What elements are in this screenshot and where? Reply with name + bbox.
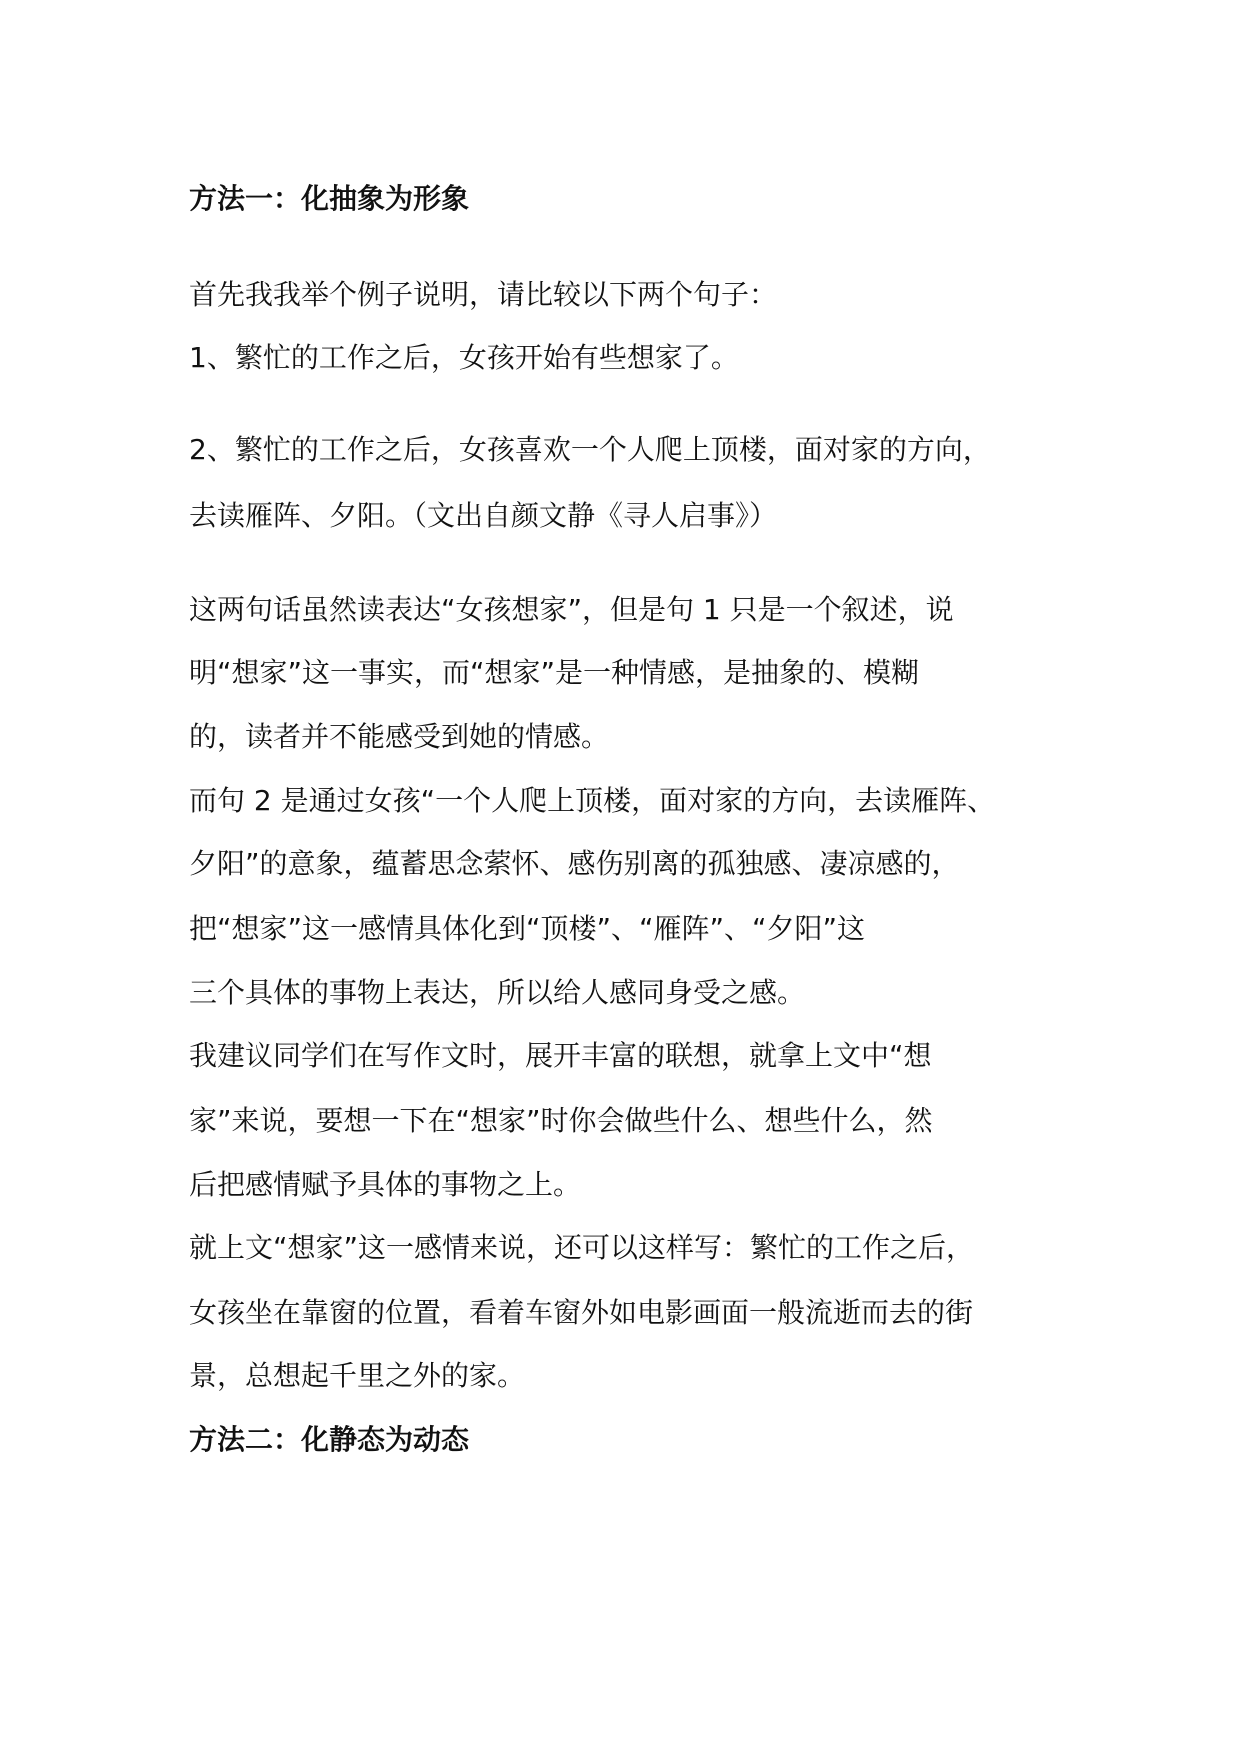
analysis-paragraph-1-line-1: 这两句话虽然读表达“女孩想家”，但是句 1 只是一个叙述，说 — [189, 593, 954, 626]
advice-paragraph-line-1: 我建议同学们在写作文时，展开丰富的联想，就拿上文中“想 — [189, 1039, 932, 1072]
rewrite-example-line-2: 女孩坐在靠窗的位置，看着车窗外如电影画面一般流逝而去的街 — [189, 1296, 974, 1329]
analysis-paragraph-2-line-1: 而句 2 是通过女孩“一个人爬上顶楼，面对家的方向，去读雁阵、 — [189, 784, 996, 817]
analysis-paragraph-1-line-2: 明“想家”这一事实，而“想家”是一种情感，是抽象的、模糊 — [189, 656, 920, 689]
intro-paragraph: 首先我我举个例子说明，请比较以下两个句子： — [189, 278, 778, 311]
advice-paragraph-line-3: 后把感情赋予具体的事物之上。 — [189, 1168, 582, 1201]
section-heading-method-2: 方法二：化静态为动态 — [189, 1423, 470, 1456]
analysis-paragraph-1-line-3: 的，读者并不能感受到她的情感。 — [189, 720, 610, 753]
section-heading-method-1: 方法一：化抽象为形象 — [189, 182, 470, 215]
analysis-paragraph-2-line-4: 三个具体的事物上表达，所以给人感同身受之感。 — [189, 976, 806, 1009]
example-sentence-2-line-2: 去读雁阵、夕阳。（文出自颜文静《寻人启事》） — [189, 499, 778, 532]
example-sentence-1: 1、繁忙的工作之后，女孩开始有些想家了。 — [189, 341, 739, 374]
analysis-paragraph-2-line-2: 夕阳”的意象，蕴蓄思念萦怀、感伤别离的孤独感、凄凉感的， — [189, 847, 960, 880]
advice-paragraph-line-2: 家”来说，要想一下在“想家”时你会做些什么、想些什么，然 — [189, 1104, 933, 1137]
rewrite-example-line-1: 就上文“想家”这一感情来说，还可以这样写：繁忙的工作之后， — [189, 1231, 975, 1264]
rewrite-example-line-3: 景，总想起千里之外的家。 — [189, 1359, 526, 1392]
example-sentence-2-line-1: 2、繁忙的工作之后，女孩喜欢一个人爬上顶楼，面对家的方向， — [189, 433, 991, 466]
analysis-paragraph-2-line-3: 把“想家”这一感情具体化到“顶楼”、“雁阵”、“夕阳”这 — [189, 912, 866, 945]
